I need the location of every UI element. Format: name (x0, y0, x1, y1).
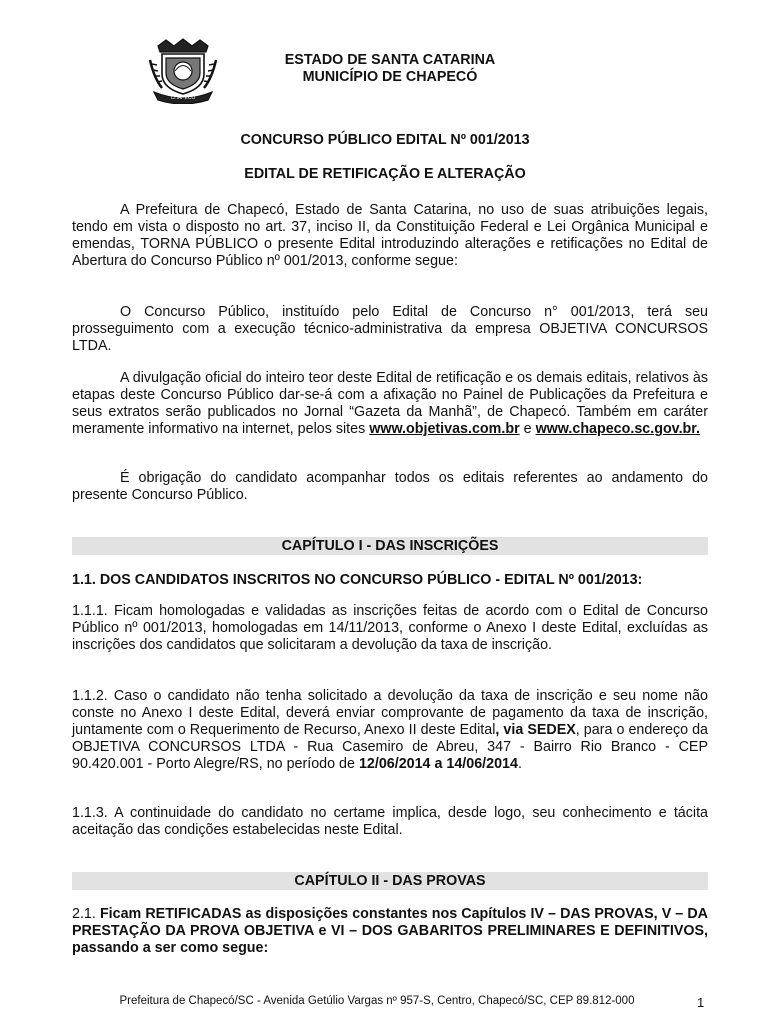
document-subtitle: EDITAL DE RETIFICAÇÃO E ALTERAÇÃO (244, 166, 526, 182)
item-1-1-3: 1.1.3. A continuidade do candidato no certame implica, desde logo, seu conhecimento e tácita aceitação das condições estabelecidas neste Edital. (72, 805, 708, 838)
chapter-2-heading: CAPÍTULO II - DAS PROVAS (72, 872, 708, 890)
intro-paragraph-4: É obrigação do candidato acompanhar todos os editais referentes ao andamento do presente Concurso Público. (72, 470, 708, 503)
link-objetivas[interactable]: www.objetivas.com.br (369, 421, 520, 437)
item-1-1-1: 1.1.1. Ficam homologadas e validadas as inscrições feitas de acordo com o Edital de Concurso Público nº 001/2013, homologadas em 14/11/2013, conforme o Anexo I deste Edital, excluídas as inscrições dos candidatos que solicitaram a devolução da taxa de inscrição. (72, 603, 708, 653)
sedex-emphasis: , via SEDEX (495, 722, 576, 738)
intro-paragraph-3 (72, 370, 708, 438)
intro-paragraph-2: O Concurso Público, instituído pelo Edital de Concurso n° 001/2013, terá seu prosseguimento com a execução técnico-administrativa da empresa OBJETIVA CONCURSOS LTDA. (72, 304, 708, 354)
crest-text: CHAPECÓ (170, 95, 196, 101)
item-2-1-number: 2.1. (72, 906, 96, 922)
page-footer (0, 994, 770, 1008)
document-title: CONCURSO PÚBLICO EDITAL Nº 001/2013 (240, 132, 530, 148)
link-chapeco[interactable]: www.chapeco.sc.gov.br. (535, 421, 701, 437)
section-1-1-title: 1.1. DOS CANDIDATOS INSCRITOS NO CONCURSO PÚBLICO - EDITAL Nº 001/2013: (72, 572, 643, 588)
intro-paragraph-3-text: A divulgação oficial do inteiro teor deste Edital de retificação e os demais editais, relativos às etapas deste Concurso Público dar-se-á com a afixação no Painel de Publicações da Prefeitura e seus extratos serão publicados no Jornal “Gazeta da Manhã”, de Chapecó. Também em caráter meramente informativo na internet, pelos sites (72, 370, 708, 437)
item-1-1-2: 1.1.2. Caso o candidato não tenha solicitado a devolução da taxa de inscrição e seu nome não conste no Anexo I deste Edital, deverá enviar comprovante de pagamento da taxa de inscrição, juntamente com o Requerimento de Recurso, Anexo II deste Edital, via SEDEX, para o endereço da OBJETIVA CONCURSOS LTDA - Rua Casemiro de Abreu, 347 - Bairro Rio Branco - CEP 90.420.001 - Porto Alegre/RS, no período de 12/06/2014 a 14/06/2014. (72, 688, 709, 772)
intro-paragraph-1: A Prefeitura de Chapecó, Estado de Santa Catarina, no uso de suas atribuições legais, tendo em vista o disposto no art. 37, inciso II, da Constituição Federal e Lei Orgânica Municipal e emendas, TORNA PÚBLICO o presente Edital introduzindo alterações e retificações no Edital de Abertura do Concurso Público nº 001/2013, conforme segue: (72, 202, 708, 269)
conjunction: e (523, 421, 532, 437)
item-2-1 (72, 906, 708, 957)
document-header (0, 52, 770, 86)
page-number: 1 (697, 995, 705, 1010)
municipality-name: MUNICÍPIO DE CHAPECÓ (302, 69, 478, 85)
chapter-1-heading: CAPÍTULO I - DAS INSCRIÇÕES (72, 537, 708, 555)
period-dates: 12/06/2014 a 14/06/2014 (358, 756, 518, 772)
item-2-1-text: Ficam RETIFICADAS as disposições constantes nos Capítulos IV – DAS PROVAS, V – DA PRESTAÇÃO DA PROVA OBJETIVA e VI – DOS GABARITOS PRELIMINARES E DEFINITIVOS, passando a ser como segue: (72, 906, 708, 956)
state-name: ESTADO DE SANTA CATARINA (284, 52, 496, 68)
footer-address: Prefeitura de Chapecó/SC - Avenida Getúlio Vargas nº 957-S, Centro, Chapecó/SC, CEP 89.812-000 (119, 995, 635, 1007)
